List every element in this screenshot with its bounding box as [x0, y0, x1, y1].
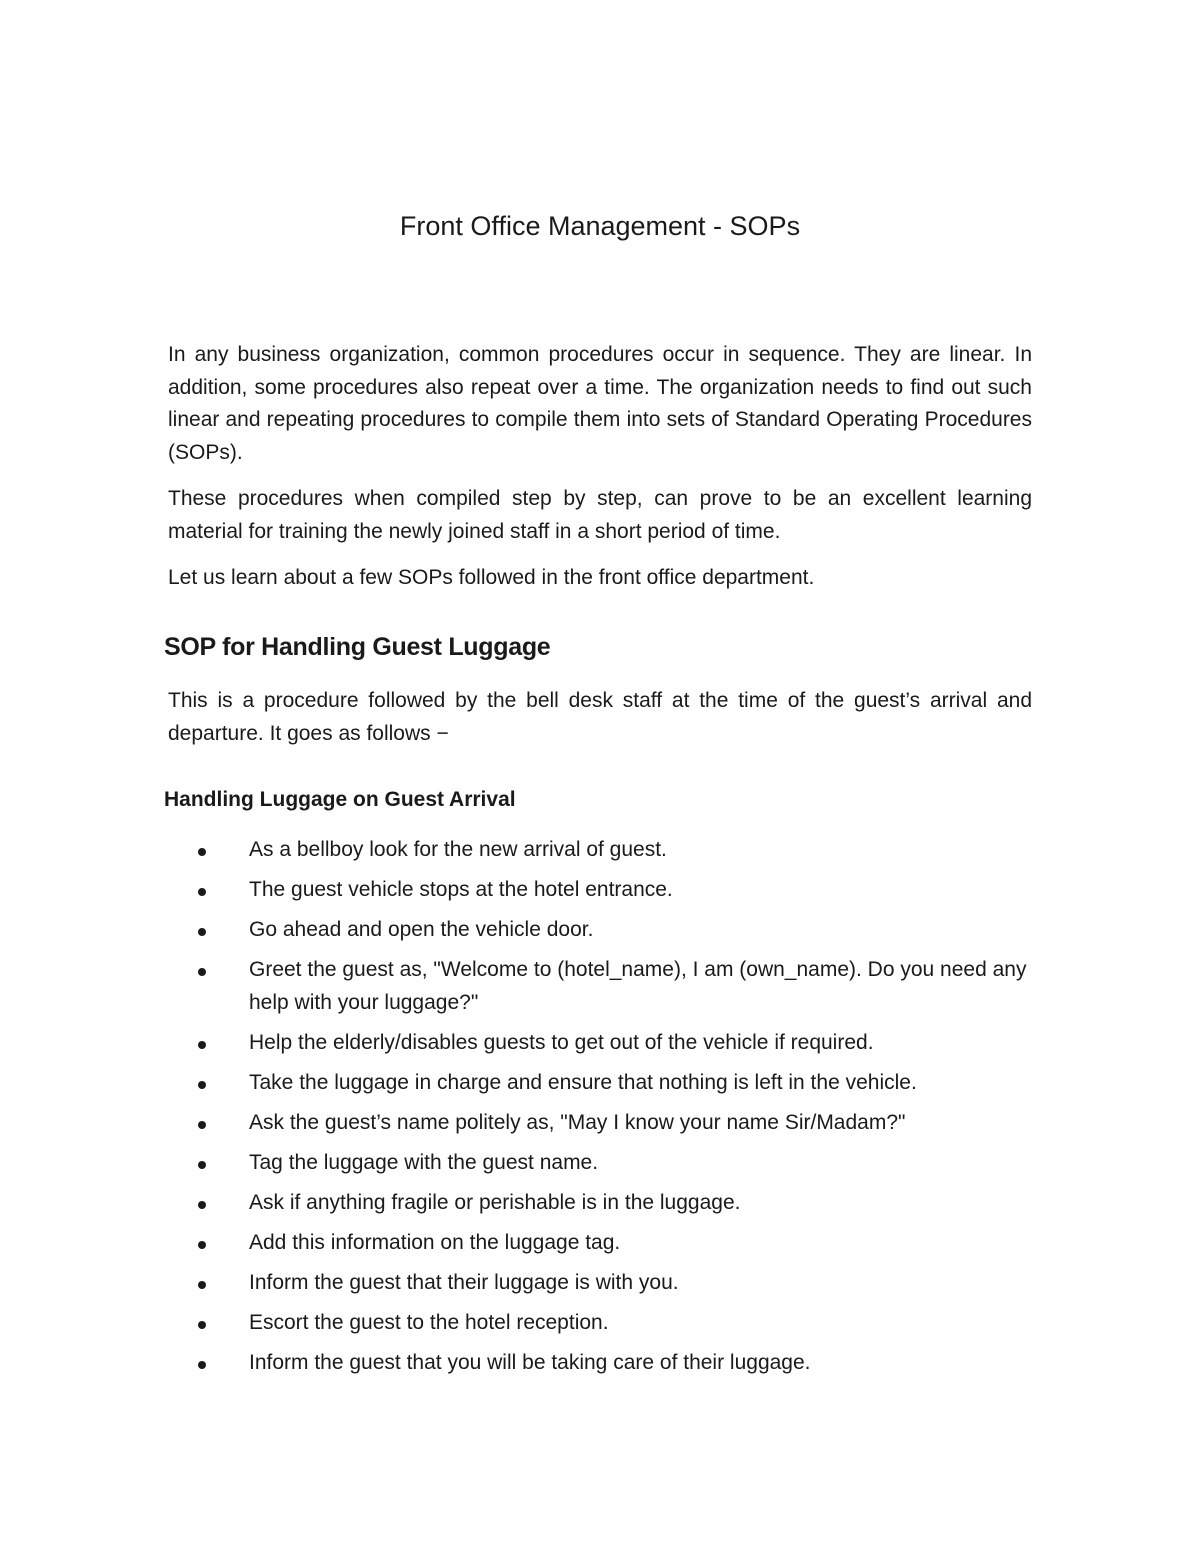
- section-intro: This is a procedure followed by the bell desk staff at the time of the guest’s arrival and departure. It goes as follows −: [168, 689, 1032, 745]
- bullet-icon: [198, 968, 206, 976]
- bullet-icon: [198, 928, 206, 936]
- list-item-text: Add this information on the luggage tag.: [249, 1230, 621, 1254]
- bullet-icon: [198, 848, 206, 856]
- intro-paragraph: These procedures when compiled step by step, can prove to be an excellent learning material for training the newly joined staff in a short period of time.: [168, 487, 1032, 543]
- list-item: [0, 1307, 1039, 1340]
- list-item: [0, 834, 1039, 867]
- list-item-text: Go ahead and open the vehicle door.: [249, 918, 594, 941]
- list-item-text: The guest vehicle stops at the hotel entrance.: [249, 878, 673, 901]
- list-item-text: As a bellboy look for the new arrival of guest.: [249, 838, 667, 861]
- sub-heading: Handling Luggage on Guest Arrival: [164, 788, 516, 811]
- list-item-text: Inform the guest that their luggage is with you.: [249, 1270, 679, 1294]
- bullet-icon: [198, 1281, 206, 1289]
- list-item-text: Ask the guest’s name politely as, "May I know your name Sir/Madam?": [249, 1110, 906, 1134]
- intro-paragraph: In any business organization, common procedures occur in sequence. They are linear. In addition, some procedures also repeat over a time. The organization needs to find out such linear and repeating procedures to compile them into sets of Standard Operating Procedures (SOPs).: [168, 343, 1032, 464]
- list-item: [0, 1067, 1039, 1100]
- list-item-text: Help the elderly/disables guests to get out of the vehicle if required.: [249, 1030, 874, 1054]
- bullet-icon: [198, 1361, 206, 1369]
- list-item-text: Ask if anything fragile or perishable is in the luggage.: [249, 1190, 741, 1214]
- bullet-icon: [198, 1321, 206, 1329]
- intro-paragraph: Let us learn about a few SOPs followed in the front office department.: [168, 566, 815, 589]
- bullet-icon: [198, 1041, 206, 1049]
- bullet-icon: [198, 1081, 206, 1089]
- list-item: [0, 1187, 1039, 1220]
- list-item: [0, 1027, 1039, 1060]
- bullet-icon: [198, 1121, 206, 1129]
- list-item: [0, 1147, 1039, 1180]
- document-title: Front Office Management - SOPs: [399, 211, 801, 241]
- bullet-icon: [198, 888, 206, 896]
- bullet-icon: [198, 1201, 206, 1209]
- list-item-text: Tag the luggage with the guest name.: [249, 1150, 599, 1174]
- arrival-steps-list: [0, 834, 1200, 1387]
- list-item-text: Take the luggage in charge and ensure that nothing is left in the vehicle.: [249, 1070, 917, 1094]
- list-item: [0, 1267, 1039, 1300]
- list-item: [0, 954, 1039, 1019]
- list-item: [0, 1347, 1039, 1380]
- bullet-icon: [198, 1241, 206, 1249]
- list-item-text: Escort the guest to the hotel reception.: [249, 1310, 609, 1334]
- list-item: [0, 874, 1039, 907]
- list-item-text: Greet the guest as, "Welcome to (hotel_name), I am (own_name). Do you need any help with your luggage?": [249, 958, 1027, 1014]
- list-item: [0, 914, 1039, 947]
- section-heading: SOP for Handling Guest Luggage: [164, 633, 551, 661]
- list-item-text: Inform the guest that you will be taking care of their luggage.: [249, 1350, 811, 1374]
- list-item: [0, 1227, 1039, 1260]
- bullet-icon: [198, 1161, 206, 1169]
- list-item: [0, 1107, 1039, 1140]
